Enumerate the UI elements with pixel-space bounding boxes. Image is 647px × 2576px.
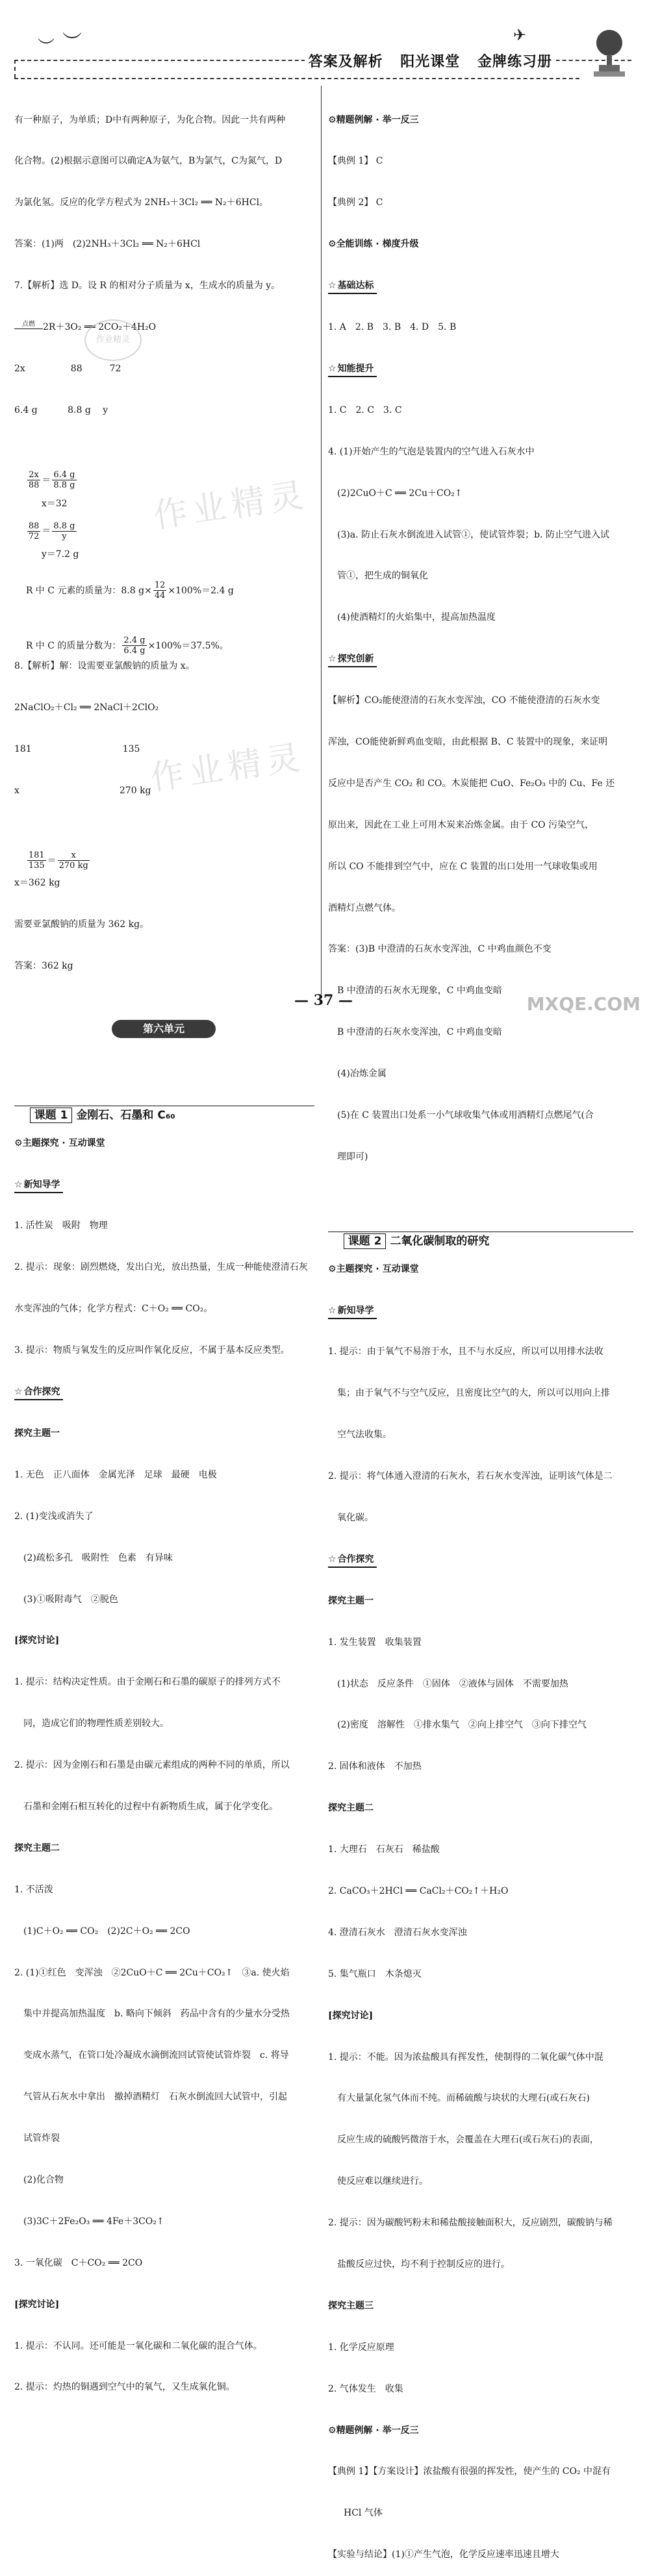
header-title [305, 51, 556, 71]
text-line: 酒精灯点燃气体。 [328, 902, 401, 913]
ratio-line: x 270 kg [14, 785, 151, 796]
text-line: (3)a. 防止石灰水倒流进入试管①，使试管炸裂；b. 防止空气进入试 [337, 529, 609, 540]
text-line: 1. 提示：不能。因为浓盐酸具有挥发性，使制得的二氧化碳气体中混 [328, 2051, 603, 2062]
text-line: (1)状态 反应条件 ①固体 ②液体与固体 不需要加热 [337, 1678, 568, 1689]
bird-icon: ︶ [62, 31, 82, 54]
text-line: 答案：362 kg [14, 961, 73, 972]
text-line: (3)3C＋2Fe₂O₃ ══ 4Fe＋3CO₂↑ [23, 2216, 164, 2227]
text-line: 集；由于氧气不与空气反应，且密度比空气的大，所以可以用向上排 [337, 1388, 610, 1399]
equation: 2NaClO₂＋Cl₂ ══ 2NaCl＋2ClO₂ [14, 702, 159, 713]
calculation-line: R 中 C 元素的质量为：8.8 g× $\frac{12}{44}$ ×100%＝2.4 g [25, 580, 234, 601]
section-heading: ⚙ 主题探究 · 互动课堂 [14, 1137, 314, 1150]
text-line: 1. 无色 正八面体 金属光泽 足球 最硬 电极 [14, 1469, 217, 1480]
discussion-heading: [探究讨论] [328, 2010, 374, 2021]
text-line: 原出来，因此在工业上可用木炭来冶炼金属。由于 CO 污染空气， [328, 819, 594, 830]
page-header [0, 0, 647, 84]
section-heading: ⚙ 全能训练 · 梯度升级 [328, 238, 633, 251]
text-line: (2)2CuO＋C ══ 2Cu＋CO₂↑ [337, 488, 463, 499]
header-divider [14, 78, 579, 79]
text-line: 1. 提示：不认同。还可能是一氧化碳和二氧化碳的混合气体。 [14, 2340, 262, 2351]
text-line: 为氯化氢。反应的化学方程式为 2NH₃＋3Cl₂ ══ N₂＋6HCl。 [14, 197, 269, 208]
text-line: 有大量氯化氢气体而不纯。而稀硫酸与块状的大理石(或石灰石) [337, 2093, 590, 2104]
proportion: $\frac{88}{72}$ ＝ $\frac{8.8 g}{y}$ y＝7.2 g [28, 521, 79, 560]
text-line: (2)密度 溶解性 ①排水集气 ②向上排空气 ③向下排空气 [337, 1720, 587, 1731]
lesson-title: 金刚石、石墨和 C₆₀ [76, 1109, 175, 1122]
text-line: 反应中是否产生 CO₂ 和 CO。木炭能把 CuO、Fe₂O₃ 中的 Cu、Fe 还 [328, 778, 615, 789]
lesson-heading [328, 1212, 633, 1248]
text-line: 【典例 2】 C [328, 197, 383, 208]
text-line: 5. 集气瓶口 木条熄灭 [328, 1968, 422, 1979]
text-line: (4)冶炼金属 [337, 1069, 387, 1080]
site-watermark: MXQE.COM [526, 993, 641, 1015]
text-line: 同，造成它们的物理性质差别较大。 [23, 1718, 169, 1729]
bird-icon: ︶ [38, 38, 55, 57]
text-line: 2. 提示：因为碳酸钙粉末和稀盐酸接触面积大，反应剧烈，碳酸钠与稀 [328, 2218, 613, 2229]
text-line: (5)在 C 装置出口处系一小气球收集气体或用酒精灯点燃尾气(合 [337, 1109, 594, 1121]
text-line: 集中并提高加热温度 b. 略向下倾斜 药品中含有的少量水分受热 [23, 2009, 290, 2020]
text-line: 水变浑浊的气体；化学方程式：C＋O₂ ══ CO₂。 [14, 1304, 213, 1315]
text-line: 2. 提示：灼热的铜遇到空气中的氧气，又生成氧化铜。 [14, 2382, 235, 2393]
right-column [328, 86, 633, 2576]
star-heading: ☆ 合作探究 [328, 1553, 377, 1568]
text-line: 8.【解析】解：设需要亚氯酸钠的质量为 x。 [14, 661, 195, 672]
topic-heading: 探究主题二 [14, 1842, 60, 1853]
lesson-tag: 课题 1 [30, 1108, 73, 1123]
text-line: 1. 化学反应原理 [328, 2342, 394, 2353]
star-heading: ☆ 探究创新 [328, 652, 377, 667]
header-book: 金牌练习册 [477, 54, 552, 70]
text-line: (2)疏松多孔 吸附性 色素 有异味 [23, 1552, 173, 1563]
text-line: 浑浊，CO能使新鲜鸡血变暗，由此根据 B、C 装置中的现象，来证明 [328, 736, 608, 747]
watermark: 作业精灵 [151, 475, 311, 536]
lesson-tag: 课题 2 [344, 1233, 387, 1249]
watermark: 作业精灵 [147, 737, 308, 799]
text-line: 2. 固体和液体 不加热 [328, 1761, 422, 1772]
condition-label: 点燃 [14, 321, 43, 329]
text-line: 答案：(1)两 (2)2NH₃＋3Cl₂ ══ N₂＋6HCl [14, 239, 201, 250]
text-line: 4. 澄清石灰水 澄清石灰水变浑浊 [328, 1927, 467, 1938]
unit-banner: 第六单元 [112, 1020, 216, 1038]
text-line: 4. (1)开始产生的气泡是装置内的空气进入石灰水中 [328, 446, 535, 457]
text-line: 所以 CO 不能排到空气中，应在 C 装置的出口处用一气球收集或用 [328, 861, 598, 872]
text-line: 【实验与结论】(1)①产生气泡，化学反应速率迅速且增大 [328, 2549, 559, 2560]
text-line: 2. CaCO₃＋2HCl ══ CaCl₂＋CO₂↑＋H₂O [328, 1886, 509, 1896]
text-line: B 中澄清的石灰水无现象，C 中鸡血变暗 [337, 985, 502, 997]
text-line: 1. A 2. B 3. B 4. D 5. B [328, 322, 457, 333]
text-line: 2. 气体发生 收集 [328, 2383, 403, 2394]
header-answer-label: 答案及解析 [308, 54, 383, 70]
proportion: $\frac{2x}{88}$ ＝ $\frac{6.4 g}{8.8 g}$ x＝32 [28, 470, 75, 509]
text-line: 试管炸裂 [23, 2133, 60, 2144]
topic-heading: 探究主题一 [328, 1595, 374, 1606]
text-line: 有一种原子，为单质；D中有两种原子，为化合物。因此一共有两种 [14, 114, 286, 125]
lesson-heading [14, 1086, 314, 1122]
text-line: 【典例 1】 C [328, 156, 383, 167]
topic-heading: 探究主题二 [328, 1803, 374, 1814]
text-line: 石墨和金刚石相互转化的过程中有新物质生成，属于化学变化。 [23, 1801, 278, 1812]
discussion-heading: [探究讨论] [14, 2299, 60, 2310]
equation-text: 2R＋3O₂ ══ 2CO₂＋4H₂O [43, 322, 157, 333]
calculation-line: R 中 C 的质量分数为： $\frac{2.4 g}{6.4 g}$ ×100%＝37.5%。 [25, 636, 229, 656]
text-line: 空气法收集。 [337, 1430, 392, 1441]
text-line: 需要亚氯酸钠的质量为 362 kg。 [14, 919, 149, 930]
ratio-line: 181 135 [14, 743, 140, 754]
text-line: 2. 提示：现象：剧烈燃烧，发出白光，放出热量，生成一种能使澄清石灰 [14, 1262, 308, 1273]
text-line: 【解析】CO₂能使澄清的石灰水变浑浊，CO 不能使澄清的石灰水变 [328, 695, 600, 706]
column-divider [321, 86, 322, 995]
text-line: 化合物。(2)根据示意图可以确定A为氨气，B为氯气，C为氮气，D [14, 156, 283, 167]
text-line: 2. (1)①红色 变浑浊 ②2CuO＋C ══ 2Cu＋CO₂↑ ③a. 使火焰 [14, 1967, 290, 1978]
text-line: 氧化碳。 [337, 1512, 374, 1523]
text-line: (1)C＋O₂ ══ CO₂ (2)2C＋O₂ ══ 2CO [23, 1926, 190, 1937]
text-line: B 中澄清的石灰水变浑浊，C 中鸡血变暗 [337, 1027, 502, 1038]
text-line: 7.【解析】选 D。设 R 的相对分子质量为 x，生成水的质量为 y。 [14, 280, 281, 291]
page-number: — 37 — [294, 992, 353, 1009]
star-heading: ☆ 知能提升 [328, 362, 377, 377]
text-line: 1. 活性炭 吸附 物理 [14, 1220, 108, 1232]
proportion: $\frac{181}{135}$ ＝ $\frac{x}{270 kg}$ [28, 850, 88, 871]
text-line: 1. 发生装置 收集装置 [328, 1637, 422, 1648]
text-line: (4)使酒精灯的火焰集中，提高加热温度 [337, 612, 496, 623]
text-line: 变成水蒸气，在管口处冷凝成水滴倒流回试管使试管炸裂 c. 将导 [23, 2050, 289, 2061]
text-line: 1. 大理石 石灰石 稀盐酸 [328, 1844, 440, 1855]
text-line: 理即可) [337, 1151, 368, 1162]
text-line: 气管从石灰水中拿出 撤掉酒精灯 石灰水倒流回大试管中，引起 [23, 2092, 287, 2103]
text-line: 盐酸反应过快，均不利于控制反应的进行。 [337, 2259, 510, 2270]
text-line: 1. 提示：结构决定性质。由于金刚石和石墨的碳原子的排列方式不 [14, 1677, 281, 1688]
section-heading: ⚙ 精题例解 · 举一反三 [328, 2424, 633, 2438]
text-line: (2)化合物 [23, 2174, 64, 2185]
discussion-heading: [探究讨论] [14, 1635, 60, 1646]
section-heading: ⚙ 精题例解 · 举一反三 [328, 114, 633, 127]
star-heading: ☆ 新知导学 [328, 1304, 377, 1319]
header-series: 阳光课堂 [400, 54, 461, 70]
left-column [14, 86, 314, 2409]
text-line: 【典例 1】【方案设计】浓盐酸有很强的挥发性，使产生的 CO₂ 中混有 [328, 2466, 611, 2477]
text-line: 1. 提示：由于氧气不易溶于水，且不与水反应，所以可以用排水法收 [328, 1346, 603, 1357]
paper-plane-icon: ✈ [513, 26, 527, 44]
text-line: 3. 提示：物质与氧发生的反应叫作氧化反应，不属于基本反应类型。 [14, 1345, 290, 1356]
text-line: 2. 提示：因为金刚石和石墨是由碳元素组成的两种不同的单质，所以 [14, 1760, 290, 1771]
globe-icon [590, 26, 629, 80]
topic-heading: 探究主题一 [14, 1428, 60, 1439]
star-heading: ☆ 基础达标 [328, 279, 377, 294]
text-line: 2. (1)变浅或消失了 [14, 1511, 94, 1522]
text-line: x＝362 kg [14, 878, 60, 889]
ratio-line: 6.4 g 8.8 g y [14, 404, 108, 415]
text-line: HCl 气体 [344, 2508, 383, 2519]
text-line: 1. 不活泼 [14, 1884, 53, 1895]
star-heading: ☆ 新知导学 [14, 1178, 63, 1193]
topic-heading: 探究主题三 [328, 2300, 374, 2311]
star-heading: ☆ 合作探究 [14, 1385, 63, 1400]
equation [14, 321, 314, 334]
lesson-title: 二氧化碳制取的研究 [390, 1235, 490, 1248]
text-line: 1. C 2. C 3. C [328, 404, 402, 415]
ratio-line: 2x 88 72 [14, 363, 121, 374]
text-line: 2. 提示：将气体通入澄清的石灰水，若石灰水变浑浊，证明该气体是二 [328, 1471, 613, 1482]
watermark-stamp: 作业精灵 [84, 319, 142, 361]
text-line: (3)①吸附毒气 ②脱色 [23, 1594, 118, 1605]
text-line: 管①，把生成的铜氧化 [337, 571, 428, 582]
text-line: 反应生成的硫酸钙微溶于水，会覆盖在大理石(或石灰石)的表面， [337, 2135, 599, 2146]
section-heading: ⚙ 主题探究 · 互动课堂 [328, 1263, 633, 1276]
text-line: 使反应难以继续进行。 [337, 2176, 428, 2187]
text-line: 答案：(3)B 中澄清的石灰水变浑浊，C 中鸡血颜色不变 [328, 944, 552, 955]
text-line: 3. 一氧化碳 C＋CO₂ ══ 2CO [14, 2257, 143, 2268]
